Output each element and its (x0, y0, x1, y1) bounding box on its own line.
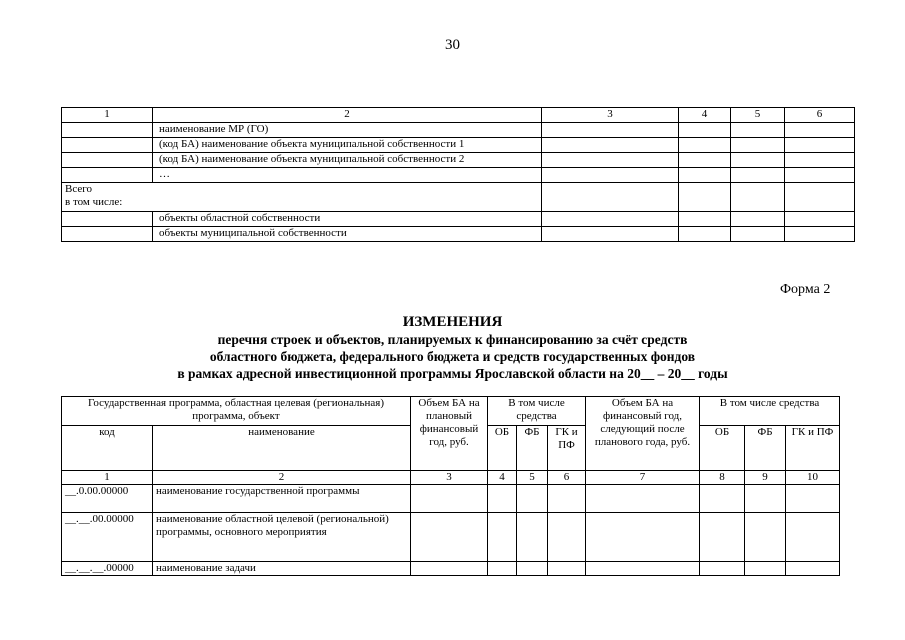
table-header-row (62, 108, 855, 123)
table-row (62, 227, 855, 242)
table-row (62, 562, 840, 576)
changes-table (61, 396, 840, 576)
table-row (62, 513, 840, 562)
header-volume-plan: Объем БА на плановый финансовый год, руб. (411, 397, 488, 471)
header-including-funds: В том числе средства (488, 397, 586, 426)
column-number: 5 (517, 471, 548, 485)
title-line-1: перечня строек и объектов, планируемых к финансированию за счёт средств (217, 332, 688, 347)
row-code: __.0.00.00000 (62, 485, 153, 513)
row-name: наименование областной целевой (региональной) программы, основного мероприятия (153, 513, 411, 562)
column-numbers-row (62, 471, 840, 485)
column-number: 3 (411, 471, 488, 485)
header-gk-pf-2: ГК и ПФ (786, 426, 840, 471)
page-number: 30 (445, 37, 460, 53)
column-number: 10 (786, 471, 840, 485)
header-gk-pf: ГК и ПФ (548, 426, 586, 471)
row-name: (код БА) наименование объекта муниципальной собственности 2 (153, 153, 542, 168)
table-row (62, 138, 855, 153)
table-row (62, 123, 855, 138)
column-number: 8 (700, 471, 745, 485)
column-number: 7 (586, 471, 700, 485)
header-name: наименование (153, 426, 411, 471)
column-number: 5 (731, 108, 785, 123)
header-including-funds-2: В том числе средства (700, 397, 840, 426)
row-name: объекты областной собственности (153, 212, 542, 227)
column-number: 6 (785, 108, 855, 123)
column-number: 3 (542, 108, 679, 123)
table-row (62, 153, 855, 168)
header-program: Государственная программа, областная целевая (региональная) программа, объект (62, 397, 411, 426)
column-number: 1 (62, 471, 153, 485)
header-code: код (62, 426, 153, 471)
column-number: 6 (548, 471, 586, 485)
row-name: наименование МР (ГО) (153, 123, 542, 138)
row-name: (код БА) наименование объекта муниципальной собственности 1 (153, 138, 542, 153)
header-ob-2: ОБ (700, 426, 745, 471)
total-row (62, 183, 855, 212)
column-number: 4 (679, 108, 731, 123)
title-main: ИЗМЕНЕНИЯ (402, 314, 503, 330)
header-fb-2: ФБ (745, 426, 786, 471)
column-number: 4 (488, 471, 517, 485)
row-name: наименование задачи (153, 562, 411, 576)
header-ob: ОБ (488, 426, 517, 471)
header-row-1 (62, 397, 840, 426)
document-title (0, 314, 905, 382)
column-number: 9 (745, 471, 786, 485)
title-line-2: областного бюджета, федерального бюджета и средств государственных фондов (209, 349, 696, 364)
row-ellipsis: … (153, 168, 542, 183)
column-number: 2 (153, 471, 411, 485)
including-label: в том числе: (65, 196, 123, 208)
header-fb: ФБ (517, 426, 548, 471)
table-row (62, 168, 855, 183)
header-volume-next: Объем БА на финансовый год, следующий после планового года, руб. (586, 397, 700, 471)
row-name: объекты муниципальной собственности (153, 227, 542, 242)
row-code: __.__.00.00000 (62, 513, 153, 562)
row-code: __.__.__.00000 (62, 562, 153, 576)
row-name: наименование государственной программы (153, 485, 411, 513)
column-number: 2 (153, 108, 542, 123)
column-number: 1 (62, 108, 153, 123)
objects-table (61, 107, 855, 242)
form-label: Форма 2 (780, 282, 831, 297)
total-label: Всего (65, 183, 92, 195)
table-row (62, 212, 855, 227)
table-row (62, 485, 840, 513)
title-line-3: в рамках адресной инвестиционной программы Ярославской области на 20__ – 20__ годы (177, 366, 728, 381)
